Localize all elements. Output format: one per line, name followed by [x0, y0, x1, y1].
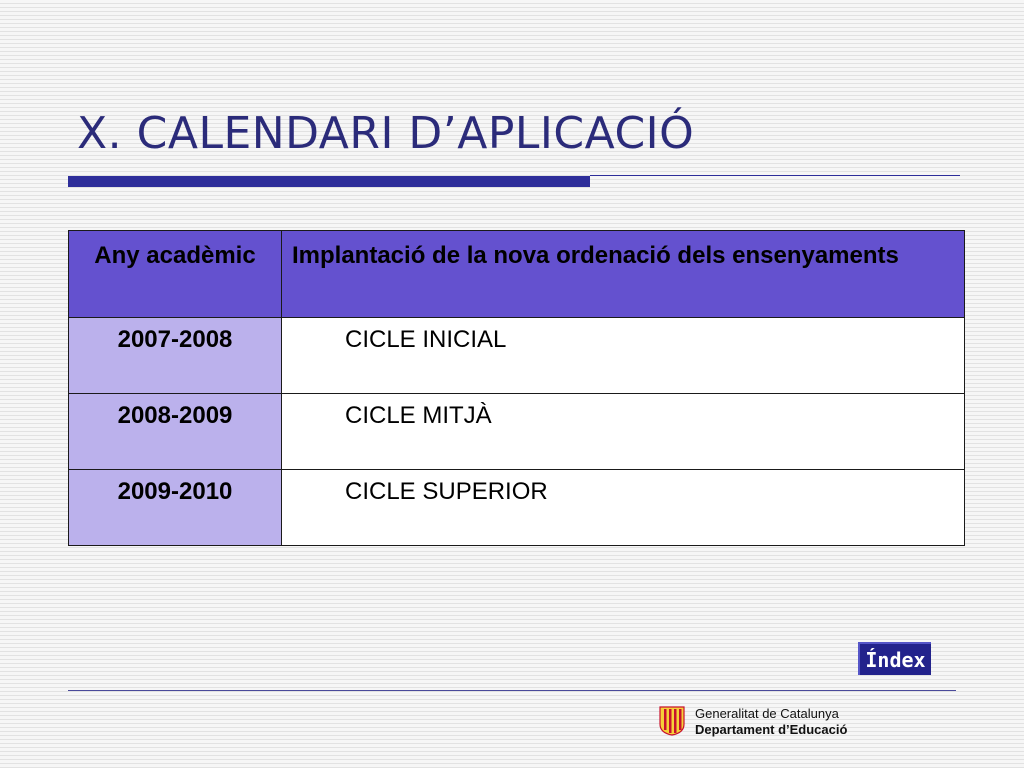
year-cell: 2009-2010: [69, 470, 282, 546]
table-row: [69, 470, 965, 546]
footer-divider: [68, 690, 956, 691]
cycle-cell: CICLE SUPERIOR: [282, 470, 965, 546]
title-underline-thick: [68, 176, 590, 187]
index-button[interactable]: Índex: [858, 642, 931, 675]
year-cell: 2007-2008: [69, 318, 282, 394]
generalitat-logo-icon: [659, 706, 685, 736]
title-underline-thin: [590, 175, 960, 176]
cycle-cell: CICLE INICIAL: [282, 318, 965, 394]
org-name: Generalitat de Catalunya: [695, 706, 839, 721]
table-header-row: [69, 231, 965, 318]
table-row: [69, 318, 965, 394]
header-implementation: Implantació de la nova ordenació dels ensenyaments: [282, 231, 965, 318]
header-academic-year: Any acadèmic: [69, 231, 282, 318]
cycle-cell: CICLE MITJÀ: [282, 394, 965, 470]
slide-title: X. CALENDARI D’APLICACIÓ: [77, 108, 695, 159]
calendar-table: [68, 230, 965, 546]
department-name: Departament d’Educació: [695, 722, 848, 737]
table-row: [69, 394, 965, 470]
year-cell: 2008-2009: [69, 394, 282, 470]
